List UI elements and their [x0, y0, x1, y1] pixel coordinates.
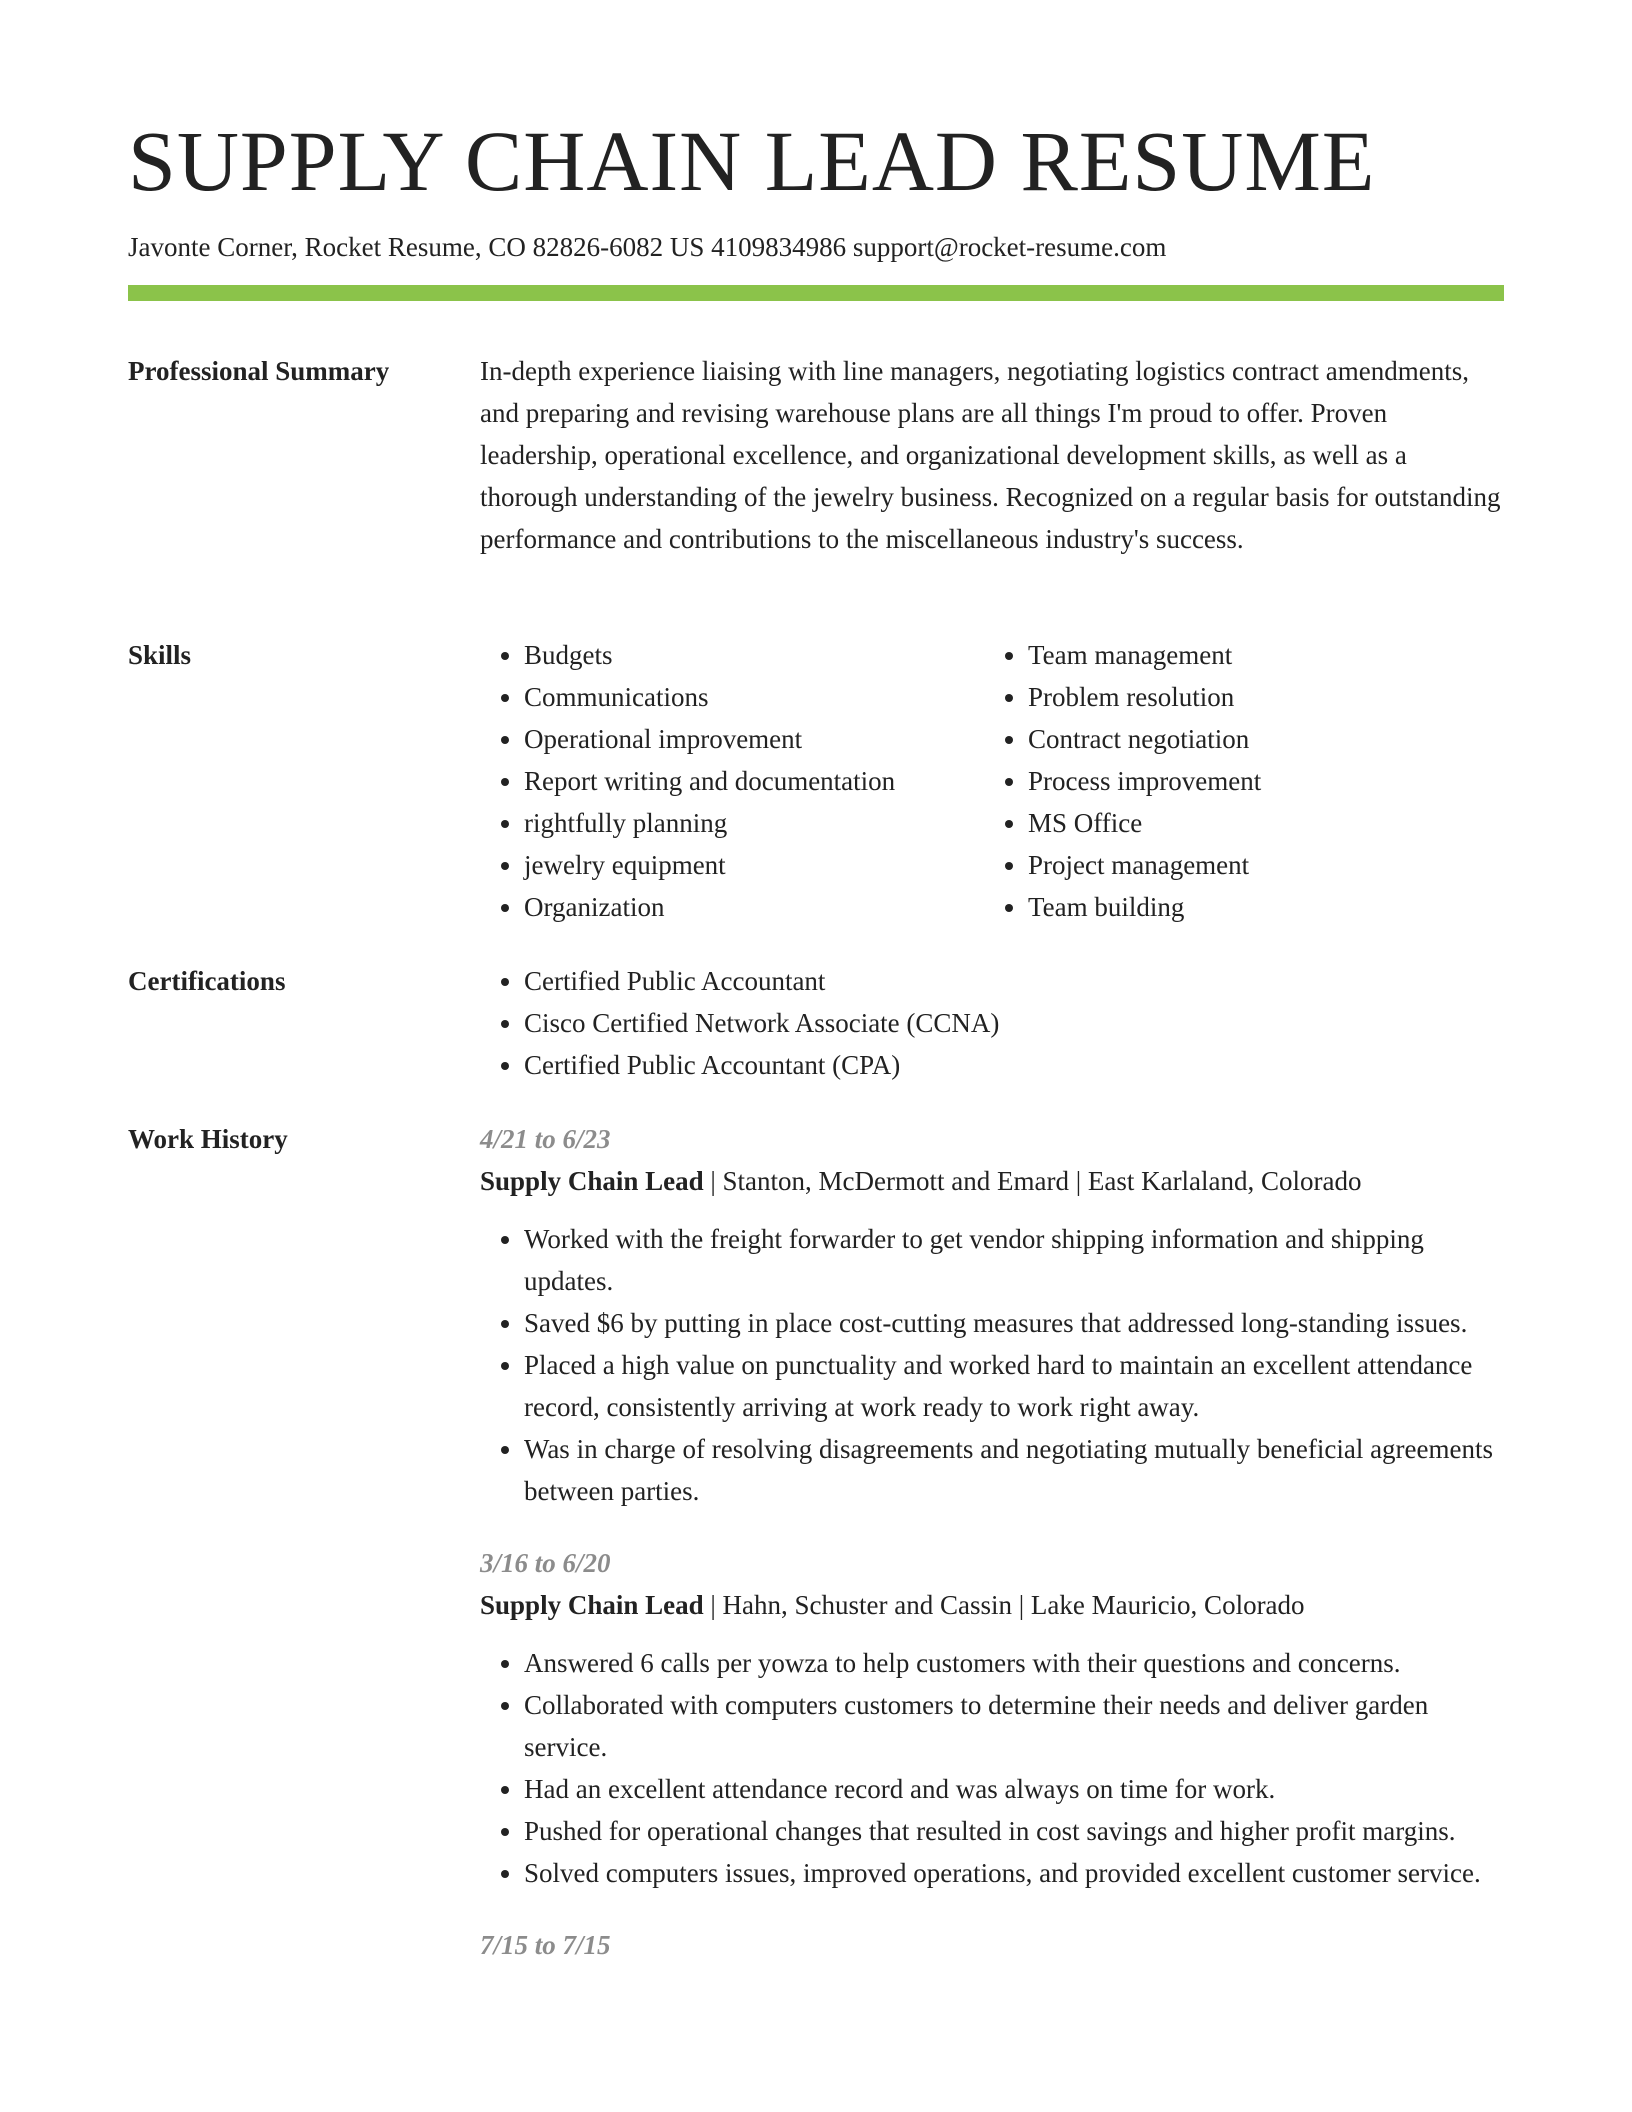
job-bullet: • Answered 6 calls per yowza to help customers with their questions and concerns. — [524, 1642, 1504, 1684]
job-details: | Hahn, Schuster and Cassin | Lake Mauricio, Colorado — [703, 1590, 1305, 1620]
skill-item: • Operational improvement — [524, 718, 984, 760]
job-dates: 3/16 to 6/20 — [480, 1548, 611, 1578]
work-history-label: Work History — [128, 1124, 288, 1154]
skills-label: Skills — [128, 640, 192, 670]
summary-label: Professional Summary — [128, 356, 390, 386]
job-bullet: • Collaborated with computers customers to determine their needs and deliver garden service. — [524, 1684, 1504, 1768]
certification-item: • Certified Public Accountant — [524, 960, 1504, 1002]
skill-item: • Budgets — [524, 634, 984, 676]
skill-item: • Process improvement — [1028, 760, 1488, 802]
job-heading — [480, 1160, 1504, 1202]
job-bullets — [480, 1218, 1504, 1512]
job-bullet: • Saved $6 by putting in place cost-cutting measures that addressed long-standing issues. — [524, 1302, 1504, 1344]
job-entry — [480, 1924, 1504, 1966]
skill-item: • Project management — [1028, 844, 1488, 886]
skills-body — [480, 634, 1504, 928]
skill-item: • Organization — [524, 886, 984, 928]
skill-item: • MS Office — [1028, 802, 1488, 844]
job-dates: 7/15 to 7/15 — [480, 1930, 611, 1960]
skill-item: • rightfully planning — [524, 802, 984, 844]
skill-item: • Team management — [1028, 634, 1488, 676]
skills-column-2 — [984, 634, 1488, 928]
skills-list-1 — [480, 634, 984, 928]
work-history-body — [480, 1118, 1504, 1996]
certifications-body — [480, 960, 1504, 1086]
job-bullet: • Placed a high value on punctuality and worked hard to maintain an excellent attendance record, consistently arriving at work ready to work right away. — [524, 1344, 1504, 1428]
job-bullet: • Pushed for operational changes that resulted in cost savings and higher profit margins. — [524, 1810, 1504, 1852]
job-entry — [480, 1118, 1504, 1512]
certifications-list — [480, 960, 1504, 1086]
skills-column-1 — [480, 634, 984, 928]
job-dates: 4/21 to 6/23 — [480, 1124, 611, 1154]
certification-item: • Cisco Certified Network Associate (CCNA) — [524, 1002, 1504, 1044]
certification-item: • Certified Public Accountant (CPA) — [524, 1044, 1504, 1086]
job-bullet: • Worked with the freight forwarder to get vendor shipping information and shipping updates. — [524, 1218, 1504, 1302]
certifications-label: Certifications — [128, 966, 286, 996]
skill-item: • Communications — [524, 676, 984, 718]
job-title: Supply Chain Lead — [480, 1166, 704, 1196]
skills-list-2 — [984, 634, 1488, 928]
job-bullet: • Was in charge of resolving disagreements and negotiating mutually beneficial agreements between parties. — [524, 1428, 1504, 1512]
skill-item: • Report writing and documentation — [524, 760, 984, 802]
resume-title: SUPPLY CHAIN LEAD RESUME — [128, 113, 1376, 209]
summary-body — [480, 350, 1504, 560]
job-entry — [480, 1542, 1504, 1894]
job-title: Supply Chain Lead — [480, 1590, 704, 1620]
contact-line: Javonte Corner, Rocket Resume, CO 82826-6082 US 4109834986 support@rocket-resume.com — [128, 232, 1167, 262]
job-bullets — [480, 1642, 1504, 1894]
job-heading — [480, 1584, 1504, 1626]
job-bullet: • Solved computers issues, improved operations, and provided excellent customer service. — [524, 1852, 1504, 1894]
job-bullet: • Had an excellent attendance record and was always on time for work. — [524, 1768, 1504, 1810]
skill-item: • jewelry equipment — [524, 844, 984, 886]
skill-item: • Problem resolution — [1028, 676, 1488, 718]
job-details: | Stanton, McDermott and Emard | East Karlaland, Colorado — [703, 1166, 1362, 1196]
accent-divider — [128, 285, 1504, 301]
summary-text: In-depth experience liaising with line managers, negotiating logistics contract amendments, and preparing and revising warehouse plans are all things I'm proud to offer. Proven leadership, operational excellence, and organizational development skills, as well as a thorough understanding of the jewelry business. Recognized on a regular basis for outstanding performance and contributions to the miscellaneous industry's success. — [480, 356, 1501, 554]
skill-item: • Contract negotiation — [1028, 718, 1488, 760]
skill-item: • Team building — [1028, 886, 1488, 928]
